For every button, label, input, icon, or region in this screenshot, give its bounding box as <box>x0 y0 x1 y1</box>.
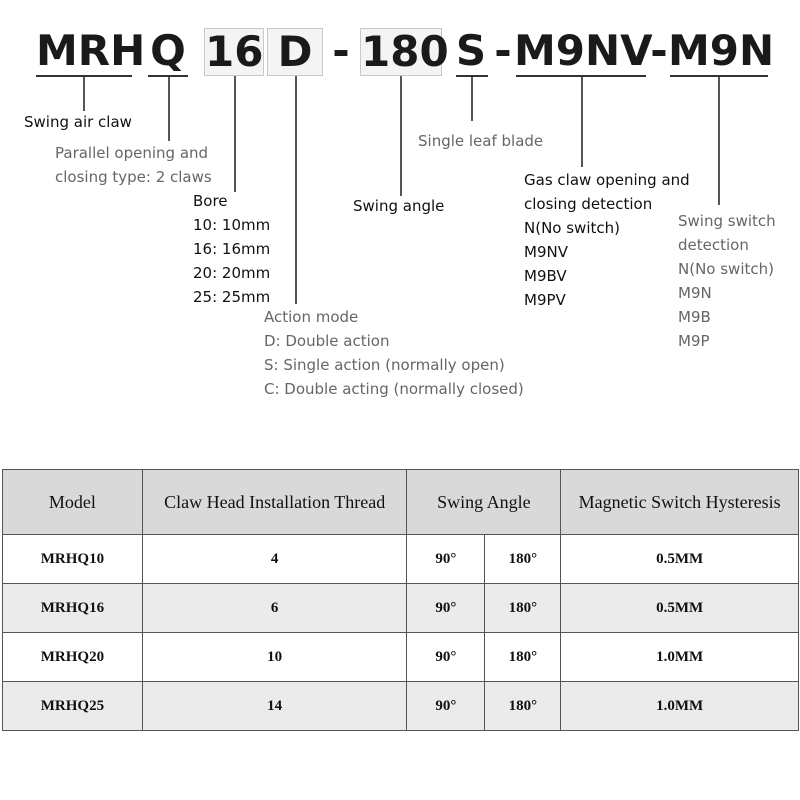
cell-angle-a: 90° <box>407 535 485 584</box>
gas-claw-title-2: closing detection <box>524 195 653 213</box>
code-action: D <box>267 28 323 76</box>
leader-action <box>295 76 297 304</box>
label-bore <box>193 189 270 309</box>
bore-option: 20: 20mm <box>193 264 271 282</box>
cell-model: MRHQ25 <box>3 682 143 731</box>
label-swing-air-claw: Swing air claw <box>24 113 132 131</box>
cell-angle-a: 90° <box>407 633 485 682</box>
header-swing-angle: Swing Angle <box>407 470 561 535</box>
code-bore: 16 <box>205 27 264 76</box>
leader-angle <box>400 76 402 196</box>
table-row <box>3 682 799 731</box>
bore-option: 10: 10mm <box>193 216 271 234</box>
swing-switch-title-2: detection <box>678 236 749 254</box>
cell-thread: 10 <box>142 633 407 682</box>
action-option: D: Double action <box>264 332 390 350</box>
cell-model: MRHQ20 <box>3 633 143 682</box>
action-option: S: Single action (normally open) <box>264 356 505 374</box>
leader-bore <box>234 76 236 192</box>
spec-table <box>2 469 799 731</box>
gas-claw-option: M9BV <box>524 267 567 285</box>
gas-claw-option: M9NV <box>524 243 568 261</box>
parallel-line-1: Parallel opening and <box>55 144 209 162</box>
swing-switch-option: M9B <box>678 308 711 326</box>
cell-thread: 6 <box>142 584 407 633</box>
table-header-row <box>3 470 799 535</box>
label-action-mode <box>264 305 524 401</box>
cell-angle-b: 180° <box>485 633 561 682</box>
leader-claw-switch <box>581 77 583 167</box>
swing-switch-title-1: Swing switch <box>678 212 776 230</box>
cell-model: MRHQ16 <box>3 584 143 633</box>
parallel-line-2: closing type: 2 claws <box>55 168 212 186</box>
header-hysteresis: Magnetic Switch Hysteresis <box>561 470 799 535</box>
code-blade: S <box>455 26 487 75</box>
gas-claw-option: M9PV <box>524 291 566 309</box>
table-row <box>3 584 799 633</box>
table-row <box>3 633 799 682</box>
label-parallel-type <box>55 141 212 189</box>
cell-hysteresis: 0.5MM <box>561 535 799 584</box>
cell-angle-b: 180° <box>485 584 561 633</box>
leader-swing-switch <box>718 77 720 205</box>
cell-angle-a: 90° <box>407 682 485 731</box>
swing-switch-option: M9N <box>678 284 712 302</box>
code-claw-switch: M9NV <box>514 26 653 75</box>
header-model: Model <box>3 470 143 535</box>
leader-blade <box>471 77 473 121</box>
bore-option: 25: 25mm <box>193 288 271 306</box>
label-gas-claw-detection <box>524 168 690 312</box>
label-swing-switch-detection <box>678 209 776 353</box>
cell-angle-b: 180° <box>485 682 561 731</box>
code-type: Q <box>150 26 186 75</box>
cell-angle-b: 180° <box>485 535 561 584</box>
code-angle: 180 <box>361 27 449 76</box>
leader-type <box>168 77 170 141</box>
cell-thread: 4 <box>142 535 407 584</box>
cell-model: MRHQ10 <box>3 535 143 584</box>
bore-title: Bore <box>193 192 228 210</box>
cell-hysteresis: 1.0MM <box>561 682 799 731</box>
code-dash-3: - <box>650 26 668 75</box>
bore-option: 16: 16mm <box>193 240 271 258</box>
action-title: Action mode <box>264 308 359 326</box>
action-option: C: Double acting (normally closed) <box>264 380 524 398</box>
code-series: MRH <box>36 26 146 75</box>
cell-hysteresis: 0.5MM <box>561 584 799 633</box>
code-swing-switch: M9N <box>668 26 775 75</box>
header-thread: Claw Head Installation Thread <box>142 470 407 535</box>
label-swing-angle: Swing angle <box>353 197 445 215</box>
label-single-leaf: Single leaf blade <box>418 132 544 150</box>
cell-angle-a: 90° <box>407 584 485 633</box>
code-dash-1: - <box>332 26 350 75</box>
leader-series <box>83 77 85 111</box>
cell-thread: 14 <box>142 682 407 731</box>
swing-switch-option: N(No switch) <box>678 260 774 278</box>
table-row <box>3 535 799 584</box>
gas-claw-title-1: Gas claw opening and <box>524 171 690 189</box>
gas-claw-option: N(No switch) <box>524 219 620 237</box>
swing-switch-option: M9P <box>678 332 710 350</box>
code-dash-2: - <box>494 26 512 75</box>
cell-hysteresis: 1.0MM <box>561 633 799 682</box>
